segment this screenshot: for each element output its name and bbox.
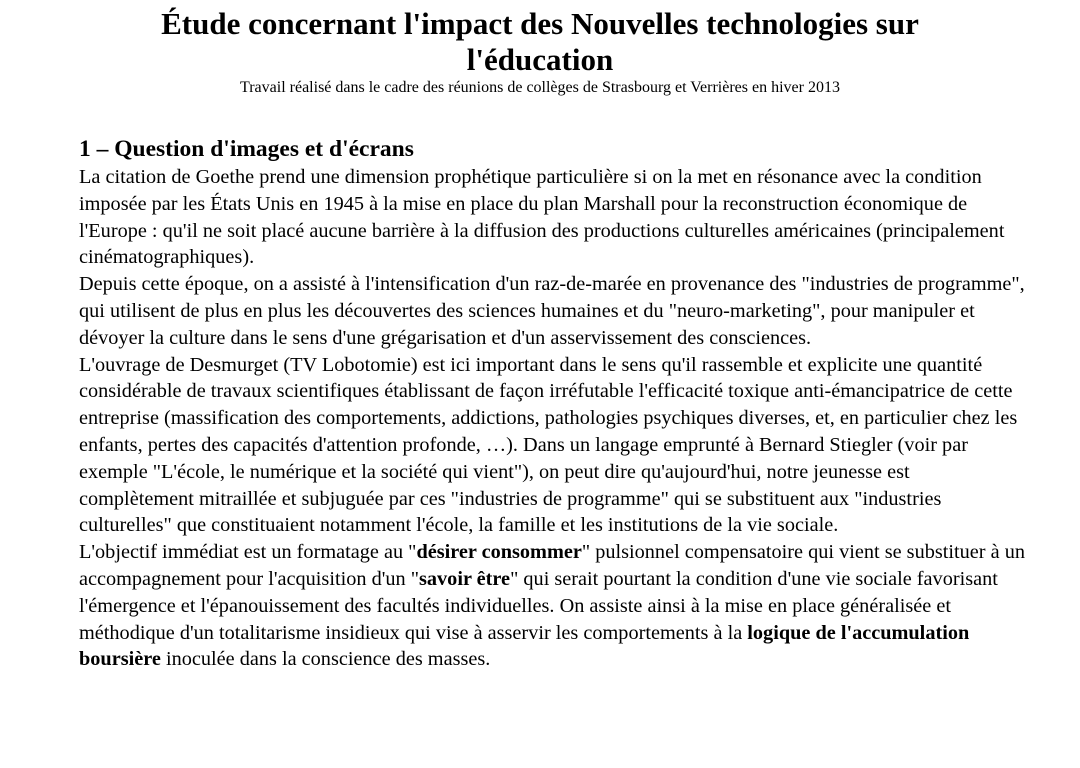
text-run: " pulsionnel compensatoire qui vient se substituer à un accompagnement pour l'acquisition d'un " [79, 541, 1025, 590]
document-subtitle: Travail réalisé dans le cadre des réunions de collèges de Strasbourg et Verrières en hiver 2013 [240, 79, 840, 96]
text-run: L'objectif immédiat est un formatage au " [79, 541, 417, 564]
paragraph-desmurget: L'ouvrage de Desmurget (TV Lobotomie) est ici important dans le sens qu'il rassemble et explicite une quantité considérable de travaux scientifiques établissant de façon irréfutable l'efficacité toxique anti-émancipatrice de cette entreprise (massification des comportements, addictions, pathologies psychiques diverses, et, en particulier chez les enfants, pertes des capacités d'attention profonde, …). Dans un langage emprunté à Bernard Stiegler (voir par exemple "L'école, le numérique et la société qui vient"), on peut dire qu'aujourd'hui, notre jeunesse est complètement mitraillée et subjuguée par ces "industries de programme" qui se substituent aux "industries culturelles" que constituaient notamment l'école, la famille et les institutions de la vie sociale. [79, 353, 1018, 537]
text-run: inoculée dans la conscience des masses. [160, 648, 491, 671]
paragraph-industries: Depuis cette époque, on a assisté à l'intensification d'un raz-de-marée en provenance des "industries de programme", qui utilisent de plus en plus les découvertes des sciences humaines et du "neuro-marketing", pour manipuler et dévoyer la culture dans le sens d'une grégarisation et d'un asservissement des consciences. [79, 273, 1025, 349]
text-run: " qui serait pourtant la condition d'une vie sociale favorisant l'émergence et l'épanouissement des facultés individuelles. On assiste ainsi à la mise en place généralisée et méthodique d'un totalitarisme insidieux qui vise à asservir les comportements à la [79, 567, 998, 644]
paragraph-objectif [79, 539, 1029, 673]
bold-desirer-consommer: désirer consommer [416, 541, 582, 564]
document-title: Étude concernant l'impact des Nouvelles technologies sur l'éducation [161, 6, 919, 77]
bold-savoir-etre: savoir être [419, 567, 511, 590]
paragraph-goethe: La citation de Goethe prend une dimension prophétique particulière si on la met en résonance avec la condition imposée par les États Unis en 1945 à la mise en place du plan Marshall pour la reconstruction économique de l'Europe : qu'il ne soit placé aucune barrière à la diffusion des productions culturelles américaines (principalement cinématographiques). [79, 166, 1005, 269]
bold-logique-accumulation: logique de l'accumulation boursière [79, 621, 970, 671]
section-heading: 1 – Question d'images et d'écrans [79, 136, 414, 162]
section-1 [79, 134, 1029, 673]
